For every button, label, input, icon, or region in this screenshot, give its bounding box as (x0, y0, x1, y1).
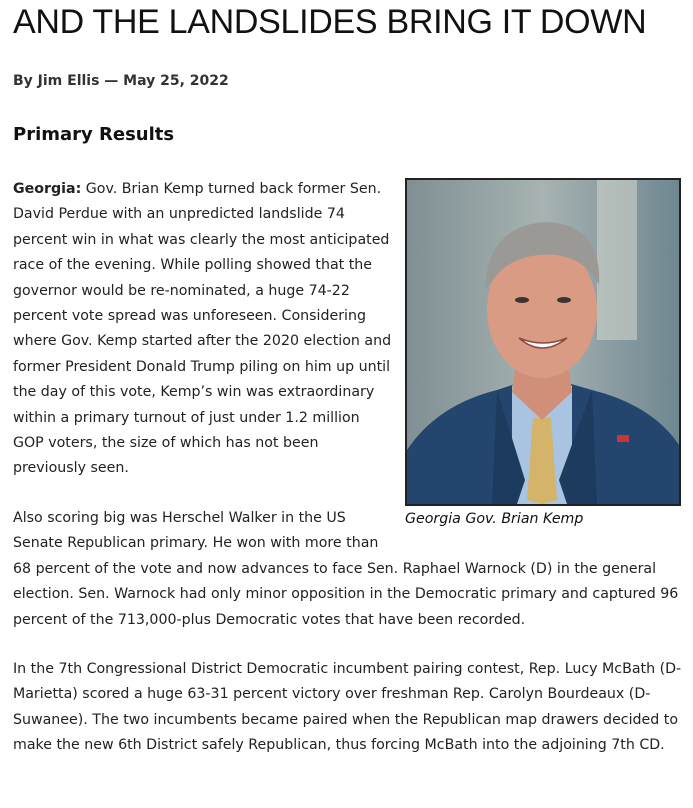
figure (405, 177, 683, 529)
portrait-photo (405, 178, 681, 506)
byline: By Jim Ellis — May 25, 2022 (13, 73, 229, 89)
paragraph-text: Gov. Brian Kemp turned back former Sen. David Perdue with an unpredicted landslide 74 percent win in what was clearly the most anticipated race of the evening. While polling showed that the governor would be re-nominated, a huge 74-22 percent vote spread was unforeseen. Considering where Gov. Kemp started after the 2020 election and former President Donald Trump piling on him up until the day of this vote, Kemp’s win was extraordinary within a primary turnout of just under 1.2 million GOP voters, the size of which has not been previously seen. (13, 181, 392, 477)
section-heading: Primary Results (13, 124, 175, 145)
paragraph-7th-district: In the 7th Congressional District Democratic incumbent pairing contest, Rep. Lucy McBath (D-Marietta) scored a huge 63-31 percent victory over freshman Rep. Carolyn Bourdeaux (D-Suwanee). The two incumbents became paired when the Republican map drawers decided to make the new 6th District safely Republican, thus forcing McBath into the adjoining 7th CD. (13, 660, 682, 754)
article-title: AND THE LANDSLIDES BRING IT DOWN (13, 3, 647, 41)
paragraph-lead: Georgia: (13, 181, 82, 197)
article-body (13, 177, 683, 783)
paragraph-senate: Also scoring big was Herschel Walker in the US Senate Republican primary. He won with more than 68 percent of the vote and now advances to face Sen. Raphael Warnock (D) in the general election. Sen. Warnock had only minor opposition in the Democratic primary and captured 96 percent of the 713,000-plus Democratic votes that have been recorded. (13, 509, 679, 628)
figure-caption: Georgia Gov. Brian Kemp (405, 511, 584, 527)
